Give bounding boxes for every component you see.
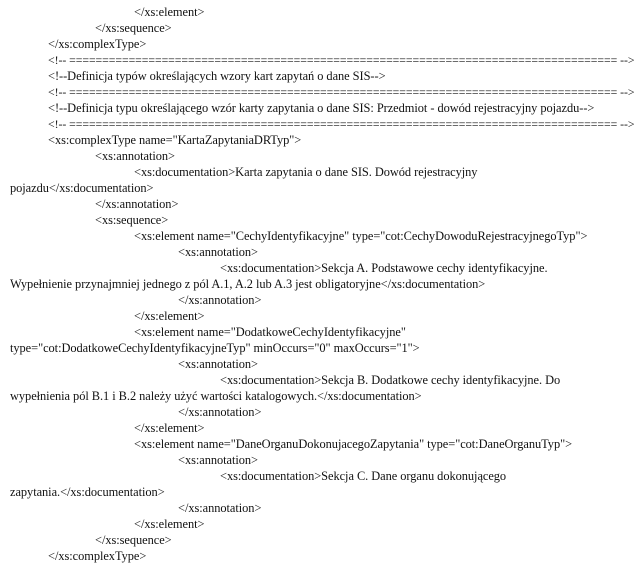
comment-separator: <!-- =================================================================================== --> (48, 53, 635, 67)
code-line: </xs:annotation> (178, 293, 262, 307)
comment-line: <!--Definicja typów określających wzory kart zapytań o dane SIS--> (48, 69, 386, 83)
code-line: Wypełnienie przynajmniej jednego z pól A.1, A.2 lub A.3 jest obligatoryjne</xs:documentation> (10, 277, 486, 291)
code-line: </xs:annotation> (178, 405, 262, 419)
code-line: </xs:annotation> (178, 501, 262, 515)
code-line: type="cot:DodatkoweCechyIdentyfikacyjneTyp" minOccurs="0" maxOccurs="1"> (10, 341, 420, 355)
code-line: </xs:element> (134, 309, 205, 323)
comment-separator: <!-- =================================================================================== --> (48, 85, 635, 99)
code-line: wypełnienia pól B.1 i B.2 należy użyć wartości katalogowych.</xs:documentation> (10, 389, 422, 403)
code-line: <xs:documentation>Karta zapytania o dane SIS. Dowód rejestracyjny (134, 165, 478, 179)
code-line: <xs:element name="DaneOrganuDokonujacegoZapytania" type="cot:DaneOrganuTyp"> (134, 437, 573, 451)
code-line: pojazdu</xs:documentation> (10, 181, 154, 195)
code-line: </xs:element> (134, 517, 205, 531)
code-line: <xs:sequence> (95, 213, 169, 227)
code-line: <xs:element name="DodatkoweCechyIdentyfikacyjne" (134, 325, 406, 339)
code-line: </xs:element> (134, 5, 205, 19)
code-line: zapytania.</xs:documentation> (10, 485, 165, 499)
comment-line: <!--Definicja typu określającego wzór karty zapytania o dane SIS: Przedmiot - dowód rejestracyjny pojazdu--> (48, 101, 595, 115)
code-line: </xs:element> (134, 421, 205, 435)
code-line: </xs:complexType> (48, 549, 147, 563)
code-line: </xs:complexType> (48, 37, 147, 51)
code-line: </xs:sequence> (95, 533, 172, 547)
code-line: <xs:annotation> (95, 149, 175, 163)
code-line: </xs:annotation> (95, 197, 179, 211)
comment-separator: <!-- =================================================================================== --> (48, 117, 635, 131)
code-line: <xs:annotation> (178, 453, 258, 467)
code-line: <xs:documentation>Sekcja A. Podstawowe cechy identyfikacyjne. (220, 261, 548, 275)
code-line: <xs:annotation> (178, 245, 258, 259)
code-line: <xs:documentation>Sekcja B. Dodatkowe cechy identyfikacyjne. Do (220, 373, 561, 387)
code-line: <xs:complexType name="KartaZapytaniaDRTyp"> (48, 133, 302, 147)
code-line: <xs:documentation>Sekcja C. Dane organu dokonującego (220, 469, 507, 483)
code-line: <xs:element name="CechyIdentyfikacyjne" type="cot:CechyDowoduRejestracyjnegoTyp"> (134, 229, 588, 243)
code-line: </xs:sequence> (95, 21, 172, 35)
code-line: <xs:annotation> (178, 357, 258, 371)
